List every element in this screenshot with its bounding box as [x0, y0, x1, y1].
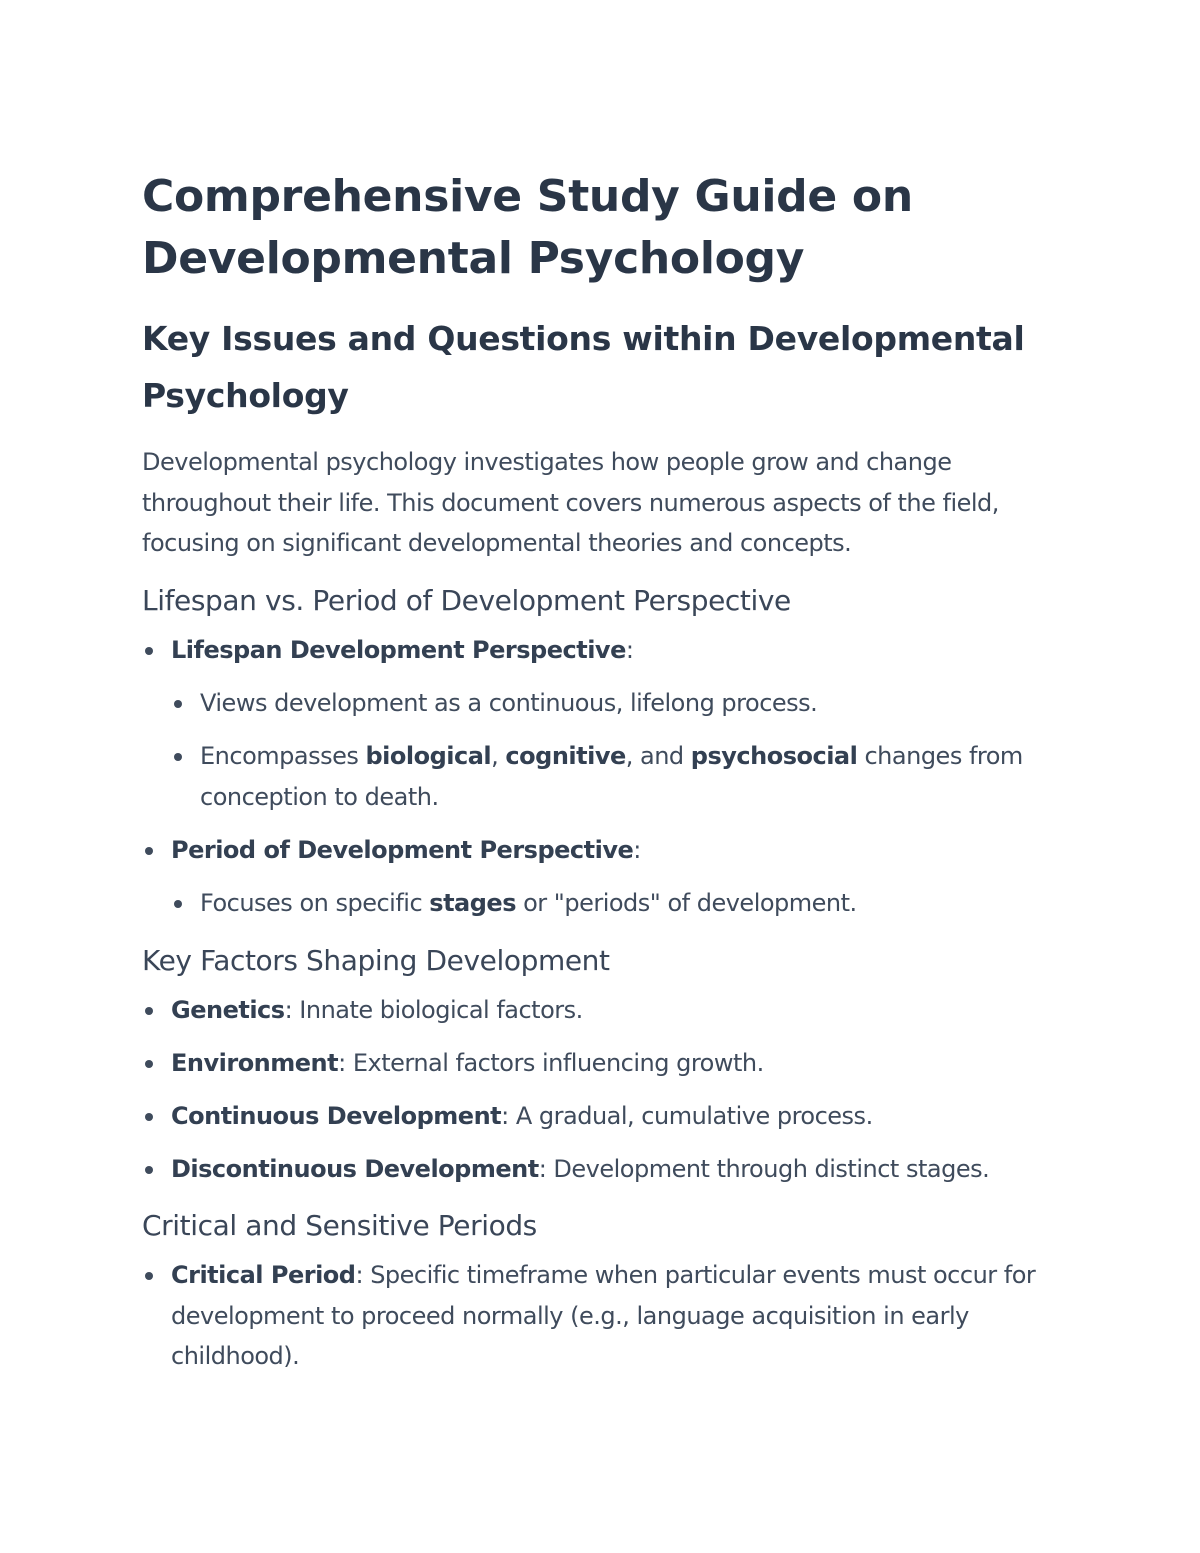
section-heading-line-1: Key Issues and Questions within Developmental — [142, 319, 1025, 358]
sub-list — [171, 683, 1062, 817]
item-label: Period of Development Perspective — [171, 835, 634, 864]
heading-critical-sensitive-periods: Critical and Sensitive Periods — [142, 1209, 537, 1242]
text-segment: , and — [625, 742, 691, 770]
document-title — [142, 166, 1062, 290]
heading-key-factors: Key Factors Shaping Development — [142, 943, 610, 977]
factors-list — [142, 990, 1062, 1190]
title-line-2: Developmental Psychology — [142, 233, 805, 284]
sub-list-item — [200, 736, 1062, 817]
text-segment: Encompasses — [200, 742, 366, 770]
heading-lifespan-vs-period: Lifespan vs. Period of Development Perspective — [142, 583, 791, 617]
text-segment: , — [491, 742, 506, 770]
item-suffix: : — [625, 635, 634, 664]
list-item — [171, 990, 1062, 1031]
bold-term: cognitive — [505, 742, 626, 770]
text-segment: Focuses on specific — [200, 889, 430, 917]
bold-term: stages — [429, 889, 516, 917]
intro-paragraph: Developmental psychology investigates how people grow and change throughout their life. This document covers numerous aspects of the field, focusing on significant developmental theories and concepts. — [142, 448, 999, 557]
item-label: Discontinuous Development — [171, 1154, 539, 1183]
list-item — [171, 630, 1062, 818]
title-line-1: Comprehensive Study Guide on — [142, 171, 913, 222]
bold-term: psychosocial — [690, 742, 858, 770]
item-text: : Innate biological factors. — [284, 995, 583, 1024]
bold-term: biological — [365, 742, 492, 770]
periods-list — [142, 1255, 1062, 1377]
sub-list — [171, 883, 1062, 924]
item-text: : External factors influencing growth. — [338, 1048, 764, 1077]
list-item — [171, 1096, 1062, 1137]
lifespan-list — [142, 630, 1062, 924]
sub-list-item: Views development as a continuous, lifelong process. — [200, 683, 1062, 724]
text-segment: changes from conception to death. — [200, 742, 1023, 811]
item-text: : Specific timeframe when particular events must occur for development to proceed normally (e.g., language acquisition in early childhood). — [171, 1261, 1036, 1370]
list-item — [171, 1255, 1062, 1377]
list-item — [171, 1043, 1062, 1084]
list-item — [171, 1149, 1062, 1190]
item-label: Critical Period — [171, 1261, 356, 1289]
item-label: Continuous Development — [171, 1101, 502, 1130]
text-segment: or "periods" of development. — [515, 889, 857, 917]
item-text: : A gradual, cumulative process. — [501, 1101, 873, 1130]
section-heading-key-issues — [142, 310, 1062, 424]
item-label: Environment — [171, 1048, 339, 1077]
document-content — [142, 166, 1062, 1377]
section-heading-line-2: Psychology — [142, 376, 349, 415]
list-item — [171, 830, 1062, 924]
item-label: Lifespan Development Perspective — [171, 635, 626, 664]
item-text: : Development through distinct stages. — [538, 1154, 990, 1183]
sub-list-item — [200, 883, 1062, 924]
item-suffix: : — [633, 835, 641, 864]
item-label: Genetics — [171, 995, 285, 1024]
